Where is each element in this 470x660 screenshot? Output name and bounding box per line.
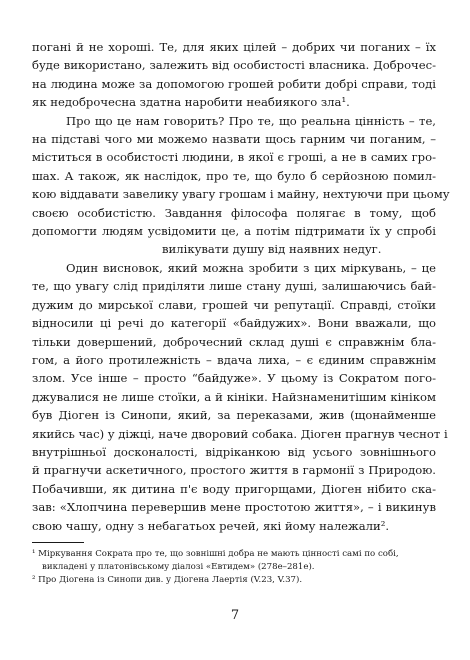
- text-line: дужим до мирської слави, грошей чи репутації. Справді, стоїки: [32, 297, 436, 312]
- text-line: тільки довершений, доброчесний склад душі є справжнім бла-: [32, 334, 436, 349]
- footnote-2-line: ² Про Діогена із Синопи див. у Діогена Лаертія (V.23, V.37).: [32, 575, 303, 585]
- footnotes: [32, 548, 436, 587]
- text-line: погані й не хороші. Те, для яких цілей – добрих чи поганих – їх: [32, 40, 436, 54]
- text-line: допомогти людям усвідомити це, а потім підтримати їх у спробі: [32, 224, 436, 239]
- text-line: кою віддавати завелику увагу грошам і майну, нехтуючи при цьому: [32, 187, 450, 202]
- page-number: 7: [230, 608, 240, 623]
- text-line: був Діоген із Синопи, який, за переказами, жив (щонайменше: [32, 408, 436, 423]
- text-line: внутрішньої досконалості, відріканкою від усього зовнішнього: [32, 444, 436, 459]
- text-line: вилікувати душу від наявних недуг.: [162, 242, 382, 257]
- text-line: Один висновок, який можна зробити з цих міркувань, – це: [66, 260, 436, 275]
- footnote-1-line: викладені у платонівському діалозі «Евтидем» (278e–281e).: [42, 562, 315, 572]
- text-line: свою чашу, одну з небагатьох речей, які йому належали².: [32, 518, 390, 533]
- footnote-divider: [32, 542, 84, 543]
- text-line: те, що увагу слід приділяти лише стану душі, залишаючись бай-: [32, 279, 436, 294]
- text-line: міститься в особистості людини, в якої є гроші, а не в самих гро-: [32, 150, 436, 165]
- paragraph-1: [32, 38, 436, 112]
- paragraph-2: [32, 112, 450, 259]
- paragraph-3: [32, 259, 448, 535]
- text-line: буде використано, залежить від особистості власника. Доброчес-: [32, 58, 436, 73]
- text-line: гом, а його протилежність – вдача лиха, – є єдиним справжнім: [32, 352, 436, 367]
- text-line: Побачивши, як дитина п'є воду пригорщами, Діоген нібито ска-: [32, 481, 436, 496]
- footnote-1-line: ¹ Міркування Сократа про те, що зовнішні добра не мають цінності самі по собі,: [32, 549, 399, 559]
- text-line: джувалися не лише стоїки, а й кініки. Найзнаменитішим кініком: [32, 389, 436, 404]
- text-line: злом. Усе інше – просто “байдуже». У цьому із Сократом пого-: [32, 371, 436, 386]
- text-line: як недоброчесна здатна наробити неабиякого зла¹.: [32, 95, 350, 110]
- text-line: зав: «Хлопчина перевершив мене простотою життя», – і викинув: [32, 500, 436, 515]
- text-line: якийсь час) у діжці, наче дворовий собака. Діоген прагнув чеснот і: [32, 426, 448, 441]
- text-line: відносили ці речі до категорії «байдужих». Вони вважали, що: [32, 316, 436, 331]
- text-line: шах. А також, як наслідок, про те, що було б серйозною помил-: [32, 168, 436, 183]
- main-text: [32, 38, 450, 535]
- text-line: на людина може за допомогою грошей робити добрі справи, тоді: [32, 76, 436, 91]
- text-line: Про що це нам говорить? Про те, що реальна цінність – те,: [66, 113, 436, 128]
- text-line: й прагнучи аскетичного, простого життя в гармонії з Природою.: [32, 463, 436, 478]
- text-line: на підставі чого ми можемо назвати щось гарним чи поганим, –: [32, 132, 436, 147]
- text-line: своєю особистістю. Завдання філософа полягає в тому, щоб: [32, 205, 436, 220]
